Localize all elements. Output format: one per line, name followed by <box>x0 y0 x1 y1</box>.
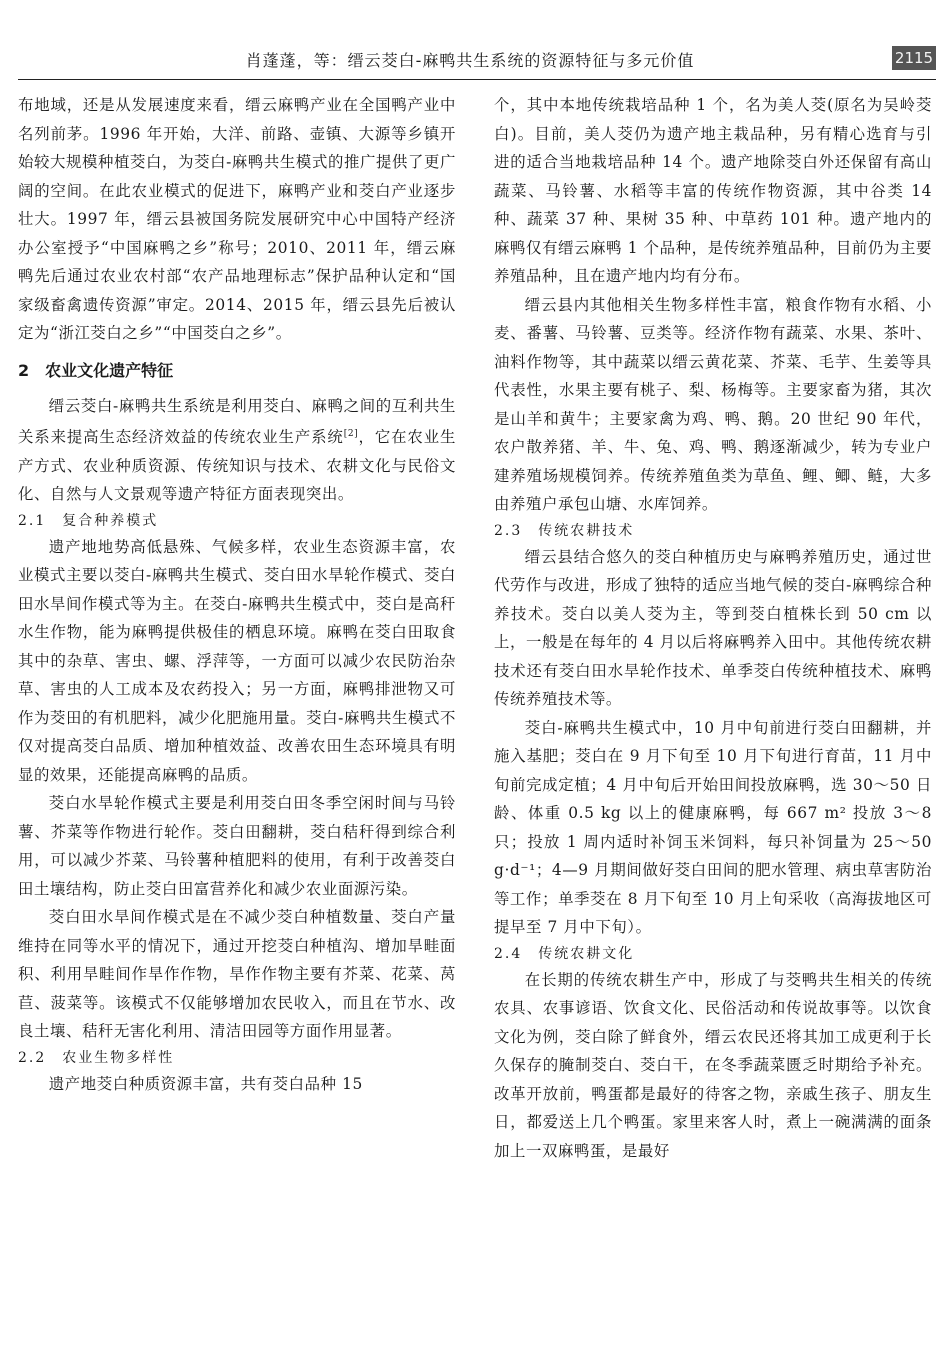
header-rule <box>18 79 936 80</box>
paragraph: 布地域，还是从发展速度来看，缙云麻鸭产业在全国鸭产业中名列前茅。1996 年开始，大洋、前路、壶镇、大源等乡镇开始较大规模种植茭白，为茭白-麻鸭共生模式的推广提供了更广阔的空间。在此农业模式的促进下，麻鸭产业和茭白产业逐步壮大。1997 年，缙云县被国务院发展研究中心中国特产经济办公室授予“中国麻鸭之乡”称号；2010、2011 年，缙云麻鸭先后通过农业农村部“农产品地理标志”保护品种认定和“国家级畜禽遗传资源”审定。2014、2015 年，缙云县先后被认定为“浙江茭白之乡”“中国茭白之乡”。 <box>18 96 456 342</box>
paragraph: 遗产地地势高低悬殊、气候多样，农业生态资源丰富，农业模式主要以茭白-麻鸭共生模式、茭白田水旱轮作模式、茭白田水旱间作模式等为主。在茭白-麻鸭共生模式中，茭白是高秆水生作物，能为麻鸭提供极佳的栖息环境。麻鸭在茭白田取食其中的杂草、害虫、螺、浮萍等，一方面可以减少农民防治杂草、害虫的人工成本及农药投入；另一方面，麻鸭排泄物又可作为茭田的有机肥料，减少化肥施用量。茭白-麻鸭共生模式不仅对提高茭白品质、增加种植效益、改善农田生态环境具有明显的效果，还能提高麻鸭的品质。 <box>18 537 456 784</box>
subsection-title: 农业生物多样性 <box>62 1049 175 1066</box>
subsection-heading <box>494 519 932 543</box>
subsection-heading <box>494 942 932 966</box>
subsection-title: 复合种养模式 <box>62 512 159 529</box>
subsection-title: 传统农耕文化 <box>538 945 635 962</box>
paragraph: 茭白田水旱间作模式是在不减少茭白种植数量、茭白产量维持在同等水平的情况下，通过开挖茭白种植沟、增加旱畦面积、利用旱畦间作旱作作物，旱作作物主要有芥菜、花菜、莴苣、菠菜等。该模式不仅能够增加农民收入，而且在节水、改良土壤、秸秆无害化利用、清洁田园等方面作用显著。 <box>18 908 456 1041</box>
page-number: 2115 <box>892 46 936 70</box>
subsection-number: 2.2 <box>18 1049 47 1066</box>
subsection-heading <box>18 1046 456 1070</box>
paragraph-text: ，它在农业生产方式、农业种质资源、传统知识与技术、农耕文化与民俗文化、自然与人文景观等遗产特征方面表现突出。 <box>18 428 456 504</box>
left-column <box>18 91 456 1098</box>
reference-mark[interactable]: [2] <box>343 429 359 439</box>
paragraph <box>18 392 456 509</box>
section-heading: 2 农业文化遗产特征 <box>18 360 174 380</box>
paragraph: 个，其中本地传统栽培品种 1 个，名为美人茭(原名为吴岭茭白)。目前，美人茭仍为遗产地主栽品种，另有精心选育与引进的适合当地栽培品种 14 个。遗产地除茭白外还保留有高山蔬菜、马铃薯、水稻等丰富的传统作物资源，其中谷类 14 种、蔬菜 37 种、果树 35 种、中草药 101 种。遗产地内的麻鸭仅有缙云麻鸭 1 个品种，是传统养殖品种，目前仍为主要养殖品种，且在遗产地内均有分布。 <box>494 96 932 285</box>
paragraph: 遗产地茭白种质资源丰富，共有茭白品种 15 <box>48 1074 363 1093</box>
running-title: 肖蓬蓬，等：缙云茭白-麻鸭共生系统的资源特征与多元价值 <box>245 51 695 70</box>
paragraph-text: 缙云茭白-麻鸭共生系统是利用茭白、麻鸭之间的互利共生关系来提高生态经济效益的传统农业生产系统 <box>18 396 456 447</box>
subsection-number: 2.4 <box>494 945 523 962</box>
paragraph: 茭白-麻鸭共生模式中，10 月中旬前进行茭白田翻耕，并施入基肥；茭白在 9 月下旬至 10 月下旬进行育苗，11 月中旬前完成定植；4 月中旬后开始田间投放麻鸭，选 30～50 日龄、体重 0.5 kg 以上的健康麻鸭，每 667 m² 投放 3～8 只；投放 1 周内适时补饲玉米饲料，每只补饲量为 25～50 g·d⁻¹；4—9 月期间做好茭白田间的肥水管理、病虫草害防治等工作；单季茭在 8 月下旬至 10 月上旬采收（高海拔地区可提早至 7 月中下旬）。 <box>494 718 932 936</box>
subsection-heading <box>18 509 456 533</box>
paragraph: 缙云县内其他相关生物多样性丰富，粮食作物有水稻、小麦、番薯、马铃薯、豆类等。经济作物有蔬菜、水果、茶叶、油料作物等，其中蔬菜以缙云黄花菜、芥菜、毛芋、生姜等具代表性，水果主要有桃子、梨、杨梅等。主要家畜为猪，其次是山羊和黄牛；主要家禽为鸡、鸭、鹅。20 世纪 90 年代，农户散养猪、羊、牛、兔、鸡、鸭、鹅逐渐减少，转为专业户建养殖场规模饲养。传统养殖鱼类为草鱼、鲤、鲫、鲢，大多由养殖户承包山塘、水库饲养。 <box>494 295 932 513</box>
right-column <box>494 91 932 1165</box>
running-header <box>0 44 950 72</box>
subsection-number: 2.1 <box>18 512 47 529</box>
subsection-title: 传统农耕技术 <box>538 522 635 539</box>
paragraph: 茭白水旱轮作模式主要是利用茭白田冬季空闲时间与马铃薯、芥菜等作物进行轮作。茭白田翻耕，茭白秸秆得到综合利用，可以减少芥菜、马铃薯种植肥料的使用，有利于改善茭白田土壤结构，防止茭白田富营养化和减少农业面源污染。 <box>18 794 456 898</box>
paragraph: 在长期的传统农耕生产中，形成了与茭鸭共生相关的传统农具、农事谚语、饮食文化、民俗活动和传说故事等。以饮食文化为例，茭白除了鲜食外，缙云农民还将其加工成更利于长久保存的腌制茭白、茭白干，在冬季蔬菜匮乏时期给予补充。改革开放前，鸭蛋都是最好的待客之物，亲戚生孩子、朋友生日，都爱送上几个鸭蛋。家里来客人时，煮上一碗满满的面条加上一双麻鸭蛋，是最好 <box>494 970 932 1160</box>
paragraph: 缙云县结合悠久的茭白种植历史与麻鸭养殖历史，通过世代劳作与改进，形成了独特的适应当地气候的茭白-麻鸭综合种养技术。茭白以美人茭为主，等到茭白植株长到 50 cm 以上，一般是在每年的 4 月以后将麻鸭养入田中。其他传统农耕技术还有茭白田水旱轮作技术、单季茭白传统种植技术、麻鸭传统养殖技术等。 <box>494 547 932 708</box>
subsection-number: 2.3 <box>494 522 523 539</box>
